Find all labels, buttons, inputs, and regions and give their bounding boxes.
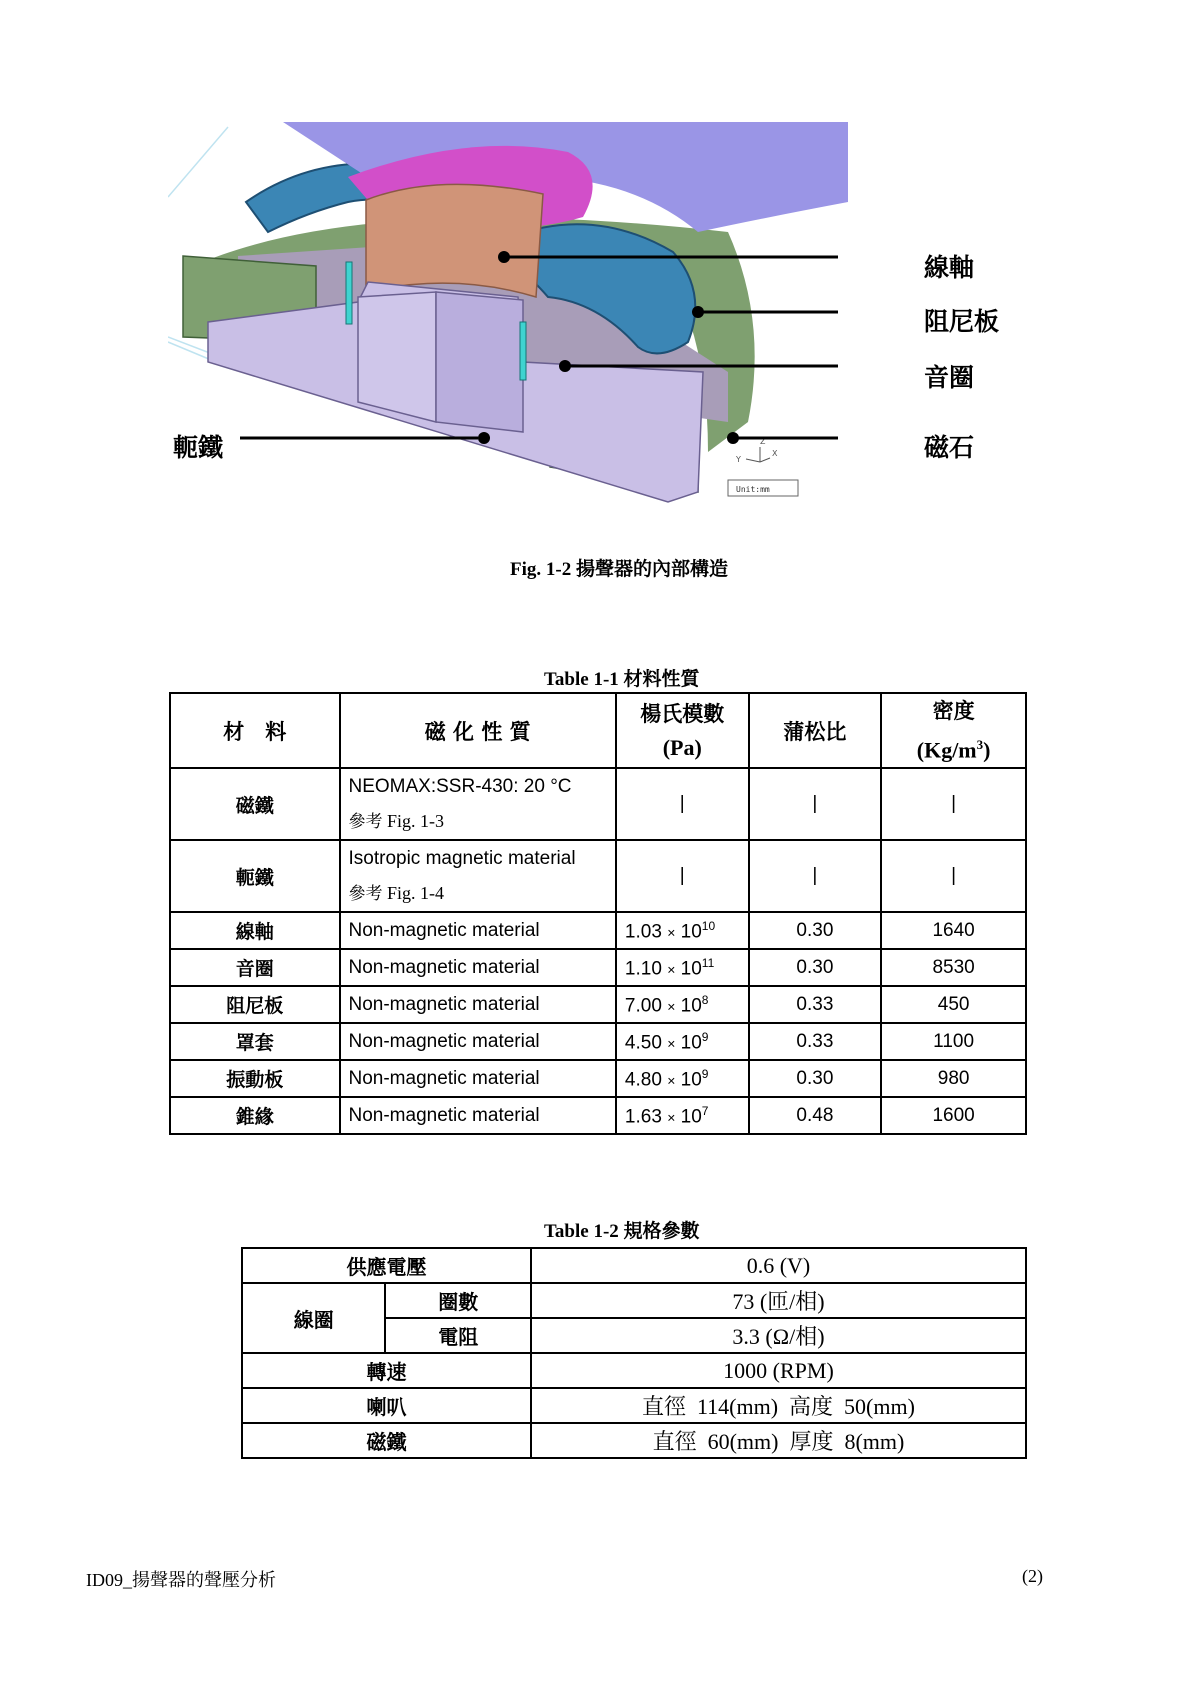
label-magnet: 磁石	[924, 433, 975, 462]
footer-page-number: (2)	[1022, 1566, 1043, 1586]
label-yoke: 軛鐵	[173, 433, 224, 462]
material-name: 磁鐵	[170, 768, 340, 840]
material-name: 線軸	[170, 912, 340, 949]
speaker-structure-figure	[168, 122, 868, 542]
material-name: 錐緣	[170, 1097, 340, 1134]
yoke-pole	[358, 292, 436, 422]
table2-caption-text: 規格參數	[623, 1220, 700, 1242]
table-row	[170, 1097, 1026, 1134]
times-sign: ×	[667, 997, 676, 1014]
magnet-value: 直徑 60(mm) 厚度 8(mm)	[531, 1423, 1026, 1458]
reference-figure: Fig. 1-4	[387, 882, 445, 903]
material-name: 阻尼板	[170, 986, 340, 1023]
young-modulus-value	[616, 1097, 749, 1134]
table-row	[170, 840, 1026, 912]
label-voice-coil: 音圈	[924, 363, 975, 392]
unit-box-label: Unit:mm	[736, 485, 770, 494]
table-row	[242, 1423, 1026, 1458]
young-modulus-value: |	[616, 840, 749, 912]
specification-table	[241, 1247, 1027, 1459]
speed-value: 1000 (RPM)	[531, 1353, 1026, 1388]
table-row	[170, 949, 1026, 986]
poisson-value: 0.33	[749, 986, 882, 1023]
property-text: NEOMAX:SSR-430: 20 °C	[348, 775, 572, 797]
young-mantissa: 7.00	[624, 994, 662, 1016]
poisson-value: 0.30	[749, 949, 882, 986]
material-properties-table	[169, 692, 1027, 1135]
young-modulus-value: |	[616, 768, 749, 840]
density-unit-pre: (Kg/m	[916, 737, 977, 763]
turns-label: 圈數	[385, 1283, 530, 1318]
young-mantissa: 4.80	[624, 1068, 662, 1090]
table-row	[170, 986, 1026, 1023]
axis-x-label: X	[772, 449, 778, 458]
voice-coil-right	[520, 322, 526, 380]
header-magnetic-property: 磁 化 性 質	[340, 693, 616, 768]
material-property: Non-magnetic material	[340, 1060, 616, 1097]
figure-caption-text: 揚聲器的內部構造	[575, 558, 728, 580]
young-exponent: 8	[701, 992, 709, 1007]
young-exponent: 11	[701, 955, 715, 970]
density-value: |	[881, 768, 1026, 840]
reference-prefix: 參考	[348, 811, 383, 832]
material-name: 振動板	[170, 1060, 340, 1097]
density-value: 1600	[881, 1097, 1026, 1134]
figure-caption-number: Fig. 1-2	[510, 559, 572, 580]
coil-shaft	[366, 184, 543, 297]
young-base: 10	[680, 920, 702, 942]
young-exponent: 7	[701, 1103, 709, 1118]
header-density-line2	[890, 728, 1017, 767]
young-base: 10	[680, 957, 702, 979]
table-row	[242, 1283, 1026, 1318]
supply-voltage-label: 供應電壓	[242, 1248, 531, 1283]
footer-document-id: ID09_揚聲器的聲壓分析	[86, 1570, 276, 1590]
axis-z-label: Z	[760, 437, 766, 446]
young-base: 10	[680, 1031, 702, 1053]
density-value: 450	[881, 986, 1026, 1023]
table2-caption-number: Table 1-2	[544, 1221, 619, 1242]
young-mantissa: 4.50	[624, 1031, 662, 1053]
young-mantissa: 1.63	[624, 1105, 662, 1127]
turns-value: 73 (匝/相)	[531, 1283, 1026, 1318]
young-modulus-value	[616, 1060, 749, 1097]
header-young-line1: 楊氏模數	[640, 701, 725, 726]
coil-label: 線圈	[242, 1283, 385, 1353]
axis-triad	[746, 447, 770, 462]
resistance-label: 電阻	[385, 1318, 530, 1353]
table-row	[170, 912, 1026, 949]
times-sign: ×	[667, 1071, 676, 1088]
table-header-row	[170, 693, 1026, 768]
young-exponent: 10	[701, 918, 716, 933]
table2-caption	[544, 1216, 700, 1243]
young-base: 10	[680, 994, 702, 1016]
table1-caption-text: 材料性質	[623, 668, 700, 690]
property-reference	[349, 876, 607, 911]
young-mantissa: 1.10	[624, 957, 662, 979]
supply-voltage-value: 0.6 (V)	[531, 1248, 1026, 1283]
reference-prefix: 參考	[348, 883, 383, 904]
young-exponent: 9	[701, 1066, 709, 1081]
poisson-value: |	[749, 768, 882, 840]
times-sign: ×	[667, 1034, 676, 1051]
material-name: 罩套	[170, 1023, 340, 1060]
property-text: Isotropic magnetic material	[348, 847, 576, 869]
density-value: 1100	[881, 1023, 1026, 1060]
property-reference	[349, 804, 607, 839]
material-name: 音圈	[170, 949, 340, 986]
header-density-line1: 密度	[932, 699, 975, 723]
table1-caption-number: Table 1-1	[544, 669, 619, 690]
density-value: 980	[881, 1060, 1026, 1097]
density-unit-exp: 3	[976, 737, 984, 752]
reference-figure: Fig. 1-3	[387, 810, 445, 831]
density-unit-post: )	[983, 737, 991, 763]
header-young-modulus	[616, 693, 749, 768]
table-row	[170, 1023, 1026, 1060]
material-property: Non-magnetic material	[340, 1097, 616, 1134]
young-modulus-value	[616, 1023, 749, 1060]
poisson-value: 0.33	[749, 1023, 882, 1060]
label-coil-shaft: 線軸	[924, 253, 975, 282]
times-sign: ×	[667, 960, 676, 977]
axis-y-label: Y	[736, 455, 741, 464]
header-density	[881, 693, 1026, 768]
table-row	[170, 1060, 1026, 1097]
young-exponent: 9	[701, 1029, 709, 1044]
table-row	[242, 1353, 1026, 1388]
young-base: 10	[680, 1105, 702, 1127]
label-damper: 阻尼板	[924, 307, 1000, 336]
density-value: 8530	[881, 949, 1026, 986]
construction-line	[168, 127, 228, 197]
table1-caption	[544, 664, 700, 691]
speed-label: 轉速	[242, 1353, 531, 1388]
times-sign: ×	[667, 1108, 676, 1125]
poisson-value: |	[749, 840, 882, 912]
table-row	[242, 1388, 1026, 1423]
material-property: Non-magnetic material	[340, 949, 616, 986]
speaker-value: 直徑 114(mm) 高度 50(mm)	[531, 1388, 1026, 1423]
material-property: Non-magnetic material	[340, 912, 616, 949]
yoke-pole-side	[436, 292, 523, 432]
material-property: Non-magnetic material	[340, 1023, 616, 1060]
young-modulus-value	[616, 912, 749, 949]
header-young-line2: (Pa)	[662, 734, 702, 760]
voice-coil-left	[346, 262, 352, 324]
young-mantissa: 1.03	[624, 920, 662, 942]
table-row	[170, 768, 1026, 840]
header-material: 材 料	[170, 693, 340, 768]
magnet-label: 磁鐵	[242, 1423, 531, 1458]
material-property	[340, 840, 616, 912]
poisson-value: 0.30	[749, 1060, 882, 1097]
times-sign: ×	[667, 923, 676, 940]
figure-caption	[510, 554, 728, 581]
material-property: Non-magnetic material	[340, 986, 616, 1023]
young-modulus-value	[616, 986, 749, 1023]
poisson-value: 0.30	[749, 912, 882, 949]
table-row	[242, 1248, 1026, 1283]
speaker-label: 喇叭	[242, 1388, 531, 1423]
density-value: 1640	[881, 912, 1026, 949]
header-poisson-ratio: 蒲松比	[749, 693, 882, 768]
material-name: 軛鐵	[170, 840, 340, 912]
young-base: 10	[680, 1068, 702, 1090]
young-modulus-value	[616, 949, 749, 986]
poisson-value: 0.48	[749, 1097, 882, 1134]
density-value: |	[881, 840, 1026, 912]
resistance-value: 3.3 (Ω/相)	[531, 1318, 1026, 1353]
material-property	[340, 768, 616, 840]
